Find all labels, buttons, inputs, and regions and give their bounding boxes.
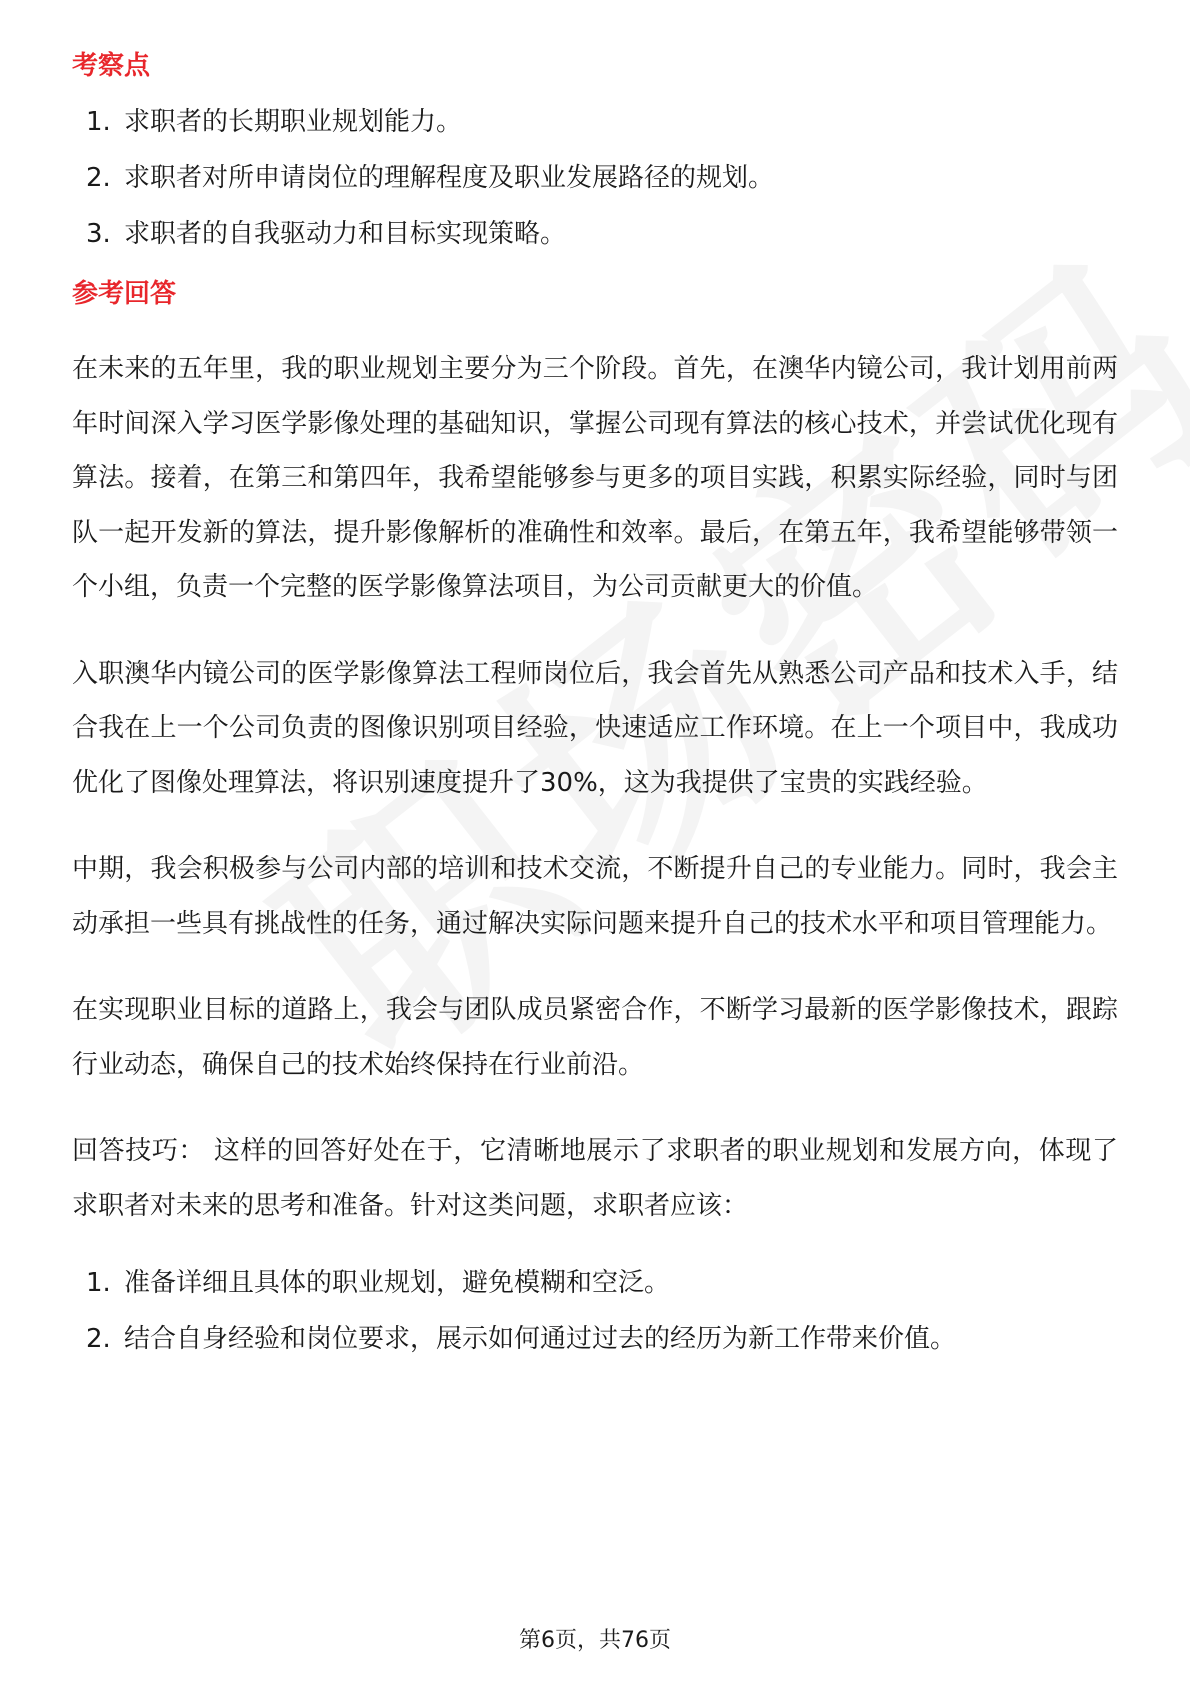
- tips-list: [72, 1265, 1118, 1357]
- list-item-text: 求职者对所申请岗位的理解程度及职业发展路径的规划。: [124, 163, 775, 193]
- answer-paragraph: 中期，我会积极参与公司内部的培训和技术交流，不断提升自己的专业能力。同时，我会主动承担一些具有挑战性的任务，通过解决实际问题来提升自己的技术水平和项目管理能力。: [72, 854, 1118, 939]
- list-item: [72, 1265, 1118, 1301]
- list-item-number: 1.: [86, 107, 111, 137]
- answer-paragraph: 在未来的五年里，我的职业规划主要分为三个阶段。首先，在澳华内镜公司，我计划用前两年时间深入学习医学影像处理的基础知识，掌握公司现有算法的核心技术，并尝试优化现有算法。接着，在第三和第四年，我希望能够参与更多的项目实践，积累实际经验，同时与团队一起开发新的算法，提升影像解析的准确性和效率。最后，在第五年，我希望能够带领一个小组，负责一个完整的医学影像算法项目，为公司贡献更大的价值。: [72, 354, 1118, 602]
- page-footer: 第6页，共76页: [519, 1628, 671, 1653]
- list-item-text: 准备详细且具体的职业规划，避免模糊和空泛。: [124, 1268, 671, 1298]
- section-heading-reference: 参考回答: [72, 279, 177, 309]
- page-content: [72, 44, 1118, 1377]
- answer-paragraph: 在实现职业目标的道路上，我会与团队成员紧密合作，不断学习最新的医学影像技术，跟踪行业动态，确保自己的技术始终保持在行业前沿。: [72, 995, 1118, 1080]
- list-item-number: 2.: [86, 163, 111, 193]
- list-item: [72, 216, 1118, 252]
- tips-paragraph: 回答技巧： 这样的回答好处在于，它清晰地展示了求职者的职业规划和发展方向，体现了求职者对未来的思考和准备。针对这类问题，求职者应该：: [72, 1136, 1118, 1221]
- list-item-text: 求职者的自我驱动力和目标实现策略。: [124, 219, 567, 249]
- list-item-number: 1.: [86, 1268, 111, 1298]
- list-item-text: 结合自身经验和岗位要求，展示如何通过过去的经历为新工作带来价值。: [124, 1324, 957, 1354]
- list-item: [72, 1321, 1118, 1357]
- section-heading-focus: 考察点: [72, 51, 151, 81]
- answer-paragraph: 入职澳华内镜公司的医学影像算法工程师岗位后，我会首先从熟悉公司产品和技术入手，结合我在上一个公司负责的图像识别项目经验，快速适应工作环境。在上一个项目中，我成功优化了图像处理算法，将识别速度提升了30%，这为我提供了宝贵的实践经验。: [72, 658, 1118, 798]
- list-item-number: 3.: [86, 219, 111, 249]
- list-item: [72, 104, 1118, 140]
- list-item-text: 求职者的长期职业规划能力。: [124, 107, 463, 137]
- list-item: [72, 160, 1118, 196]
- list-item-number: 2.: [86, 1324, 111, 1354]
- focus-point-list: [72, 104, 1118, 252]
